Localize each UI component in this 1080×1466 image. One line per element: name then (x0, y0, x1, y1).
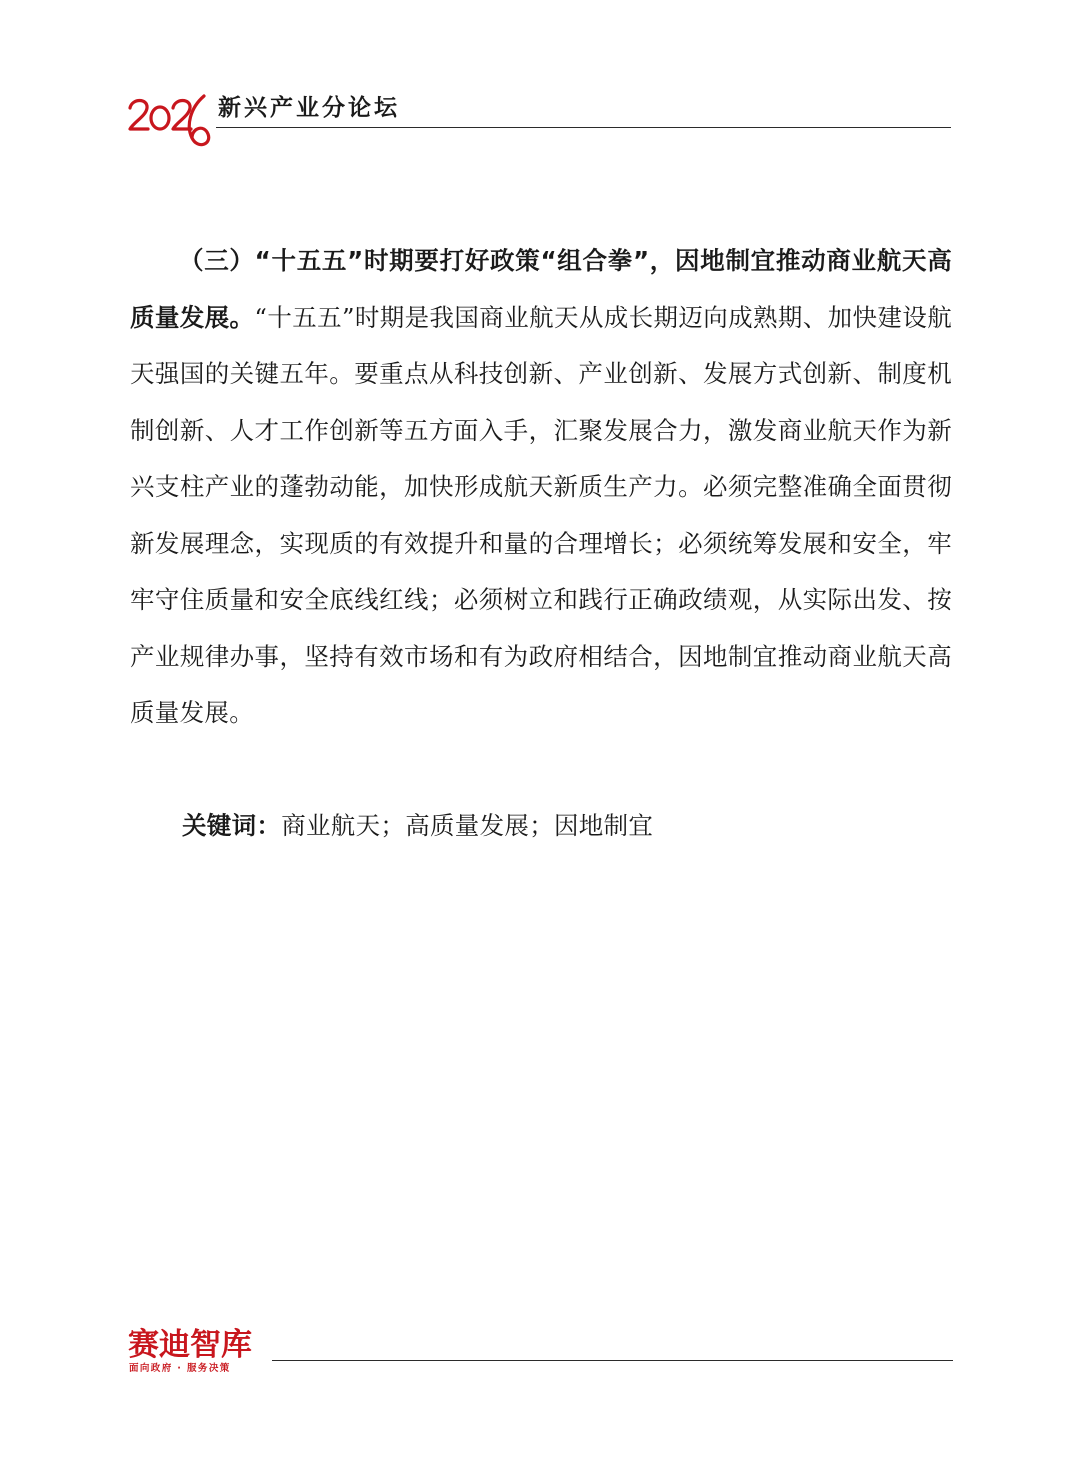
keywords-line (182, 798, 653, 854)
keywords-value: 商业航天；高质量发展；因地制宜 (281, 811, 654, 840)
body-paragraph (130, 233, 952, 742)
paragraph (130, 233, 952, 742)
year-logo (128, 92, 212, 152)
page-header (128, 88, 953, 152)
brand-logo: 赛迪智库 (128, 1327, 252, 1363)
paragraph-text: “十五五”时期是我国商业航天从成长期迈向成熟期、加快建设航天强国的关键五年。要重点从科技创新、产业创新、发展方式创新、制度机制创新、人才工作创新等五方面入手，汇聚发展合力，激发商业航天作为新兴支柱产业的蓬勃动能，加快形成航天新质生产力。必须完整准确全面贯彻新发展理念，实现质的有效提升和量的合理增长；必须统筹发展和安全，牢牢守住质量和安全底线红线；必须树立和践行正确政绩观，从实际出发、按产业规律办事，坚持有效市场和有为政府相结合，因地制宜推动商业航天高质量发展。 (130, 302, 953, 727)
year-logo-graphic (128, 92, 212, 152)
forum-title: 新兴产业分论坛 (218, 95, 400, 121)
keywords-label: 关键词： (182, 811, 282, 840)
header-divider (216, 127, 951, 128)
footer-divider (272, 1360, 953, 1361)
section-heading: （三）“十五五”时期要打好政策“组合拳”，因地制宜推动商业航天高质量发展。 (130, 246, 952, 332)
brand-slogan: 面向政府 · 服务决策 (129, 1363, 231, 1374)
page-footer (128, 1328, 953, 1378)
